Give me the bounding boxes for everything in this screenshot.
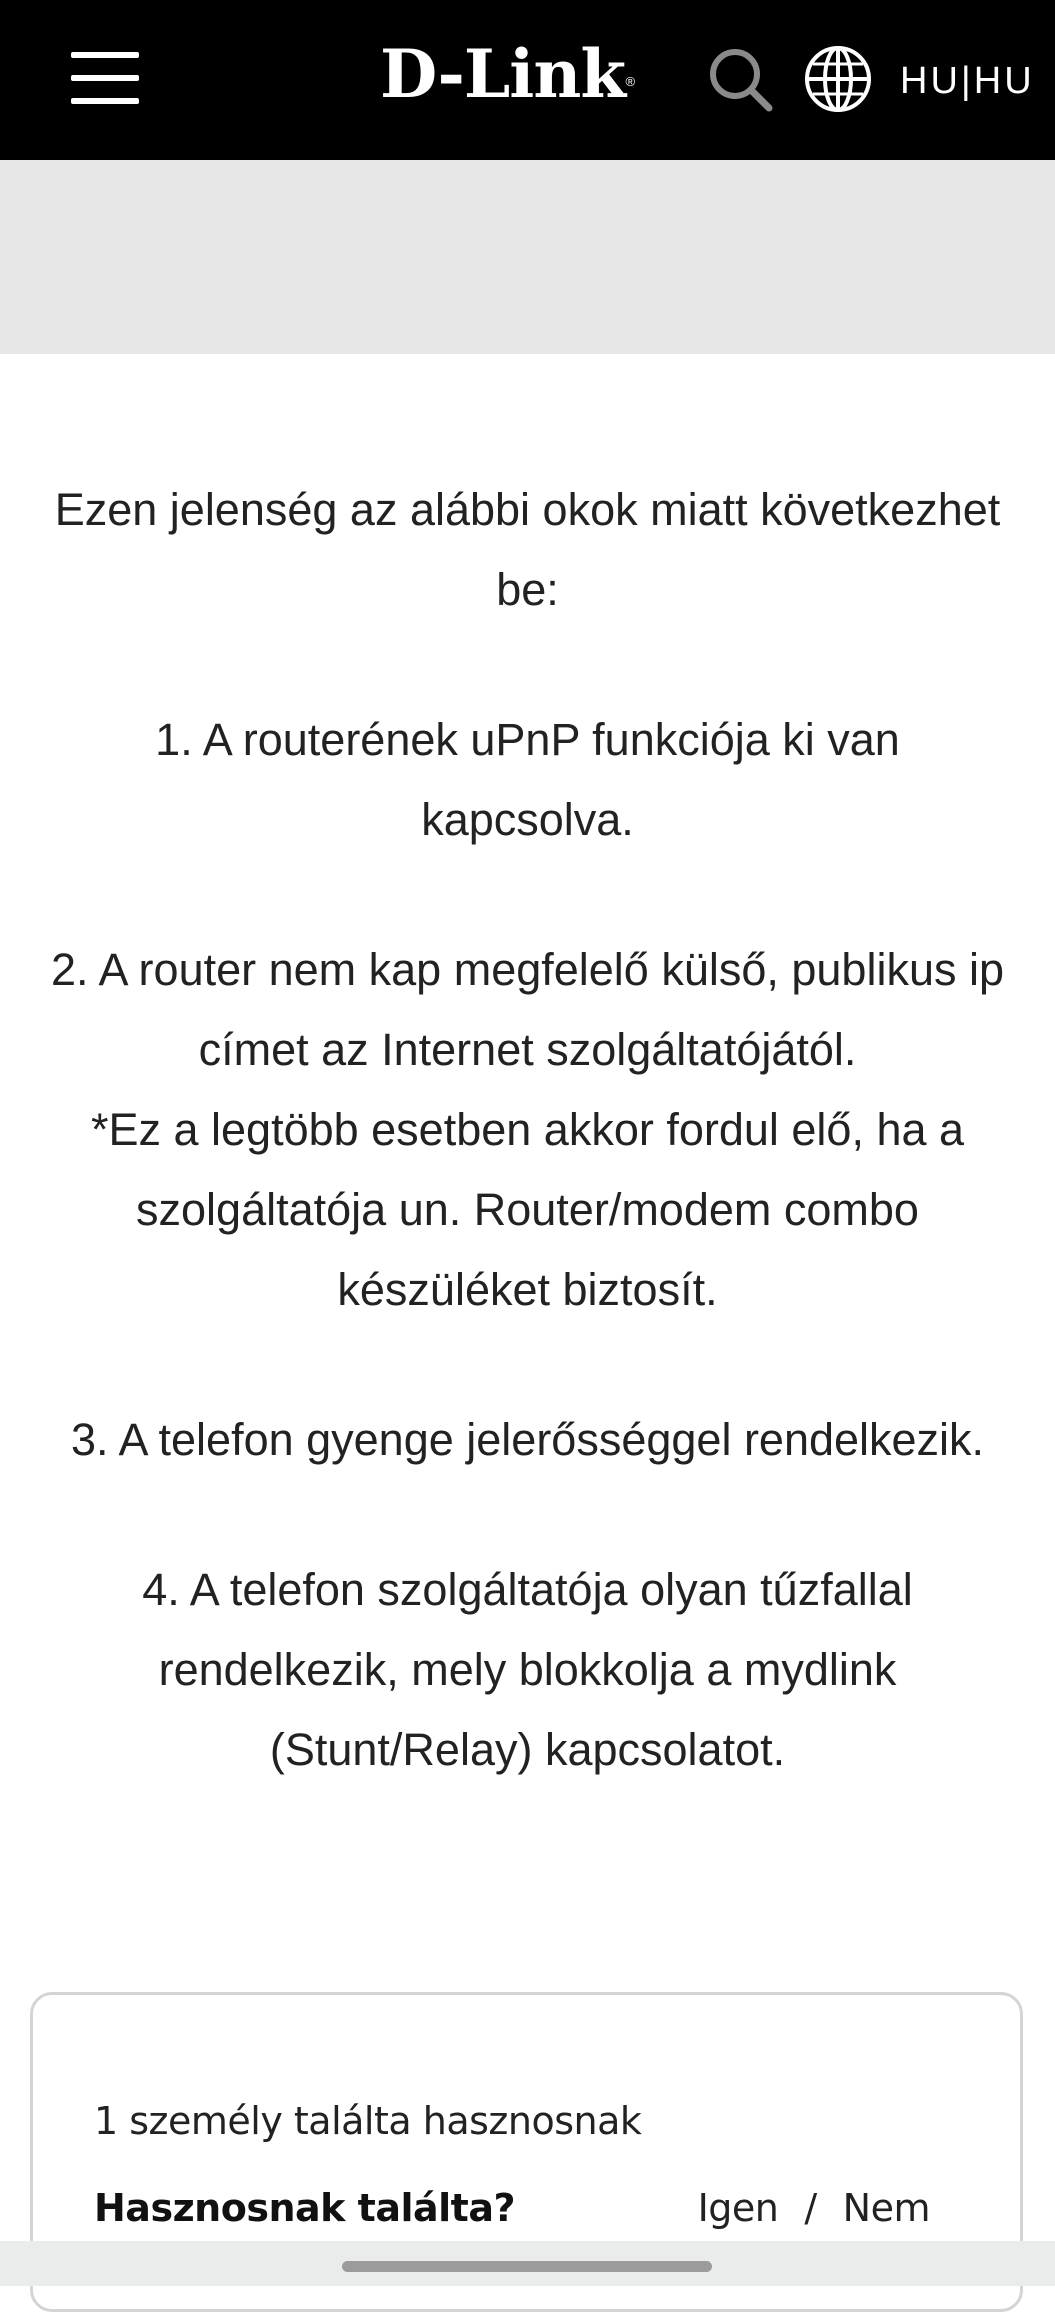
- article-intro: Ezen jelenség az alábbi okok miatt következhet be:: [54, 484, 1001, 615]
- language-selector[interactable]: HU|HU: [900, 60, 1035, 102]
- vote-options: [698, 2185, 930, 2231]
- reason-1: 1. A routerének uPnP funkciója ki van kapcsolva.: [155, 714, 900, 845]
- reason-4: 4. A telefon szolgáltatója olyan tűzfallal rendelkezik, mely blokkolja a mydlink (Stunt/Relay) kapcsolatot.: [142, 1564, 913, 1775]
- search-icon[interactable]: [705, 43, 775, 113]
- article-body: [25, 470, 1030, 1790]
- dlink-logo[interactable]: [380, 34, 636, 114]
- globe-icon[interactable]: [803, 44, 873, 114]
- helpful-count: 1 személy találta hasznosnak: [94, 2099, 642, 2143]
- hamburger-menu-icon[interactable]: [71, 48, 139, 108]
- registered-mark: ®: [625, 74, 636, 89]
- vote-separator: /: [804, 2186, 817, 2230]
- logo-text: D-Link: [380, 35, 626, 113]
- vote-yes-button[interactable]: Igen: [697, 2186, 779, 2230]
- vote-no-button[interactable]: Nem: [842, 2186, 930, 2230]
- reason-2: 2. A router nem kap megfelelő külső, publikus ip címet az Internet szolgáltatójától. *Ez a legtöbb esetben akkor fordul elő, ha a szolgáltatója un. Router/modem combo készüléket biztosít.: [50, 944, 1005, 1315]
- banner-placeholder: [0, 160, 1055, 354]
- system-nav-bar: [0, 2241, 1055, 2286]
- reason-3: 3. A telefon gyenge jelerősséggel rendelkezik.: [70, 1414, 985, 1465]
- helpful-question: Hasznosnak találta?: [94, 2186, 516, 2230]
- home-indicator[interactable]: [342, 2261, 712, 2272]
- site-header: [0, 0, 1055, 160]
